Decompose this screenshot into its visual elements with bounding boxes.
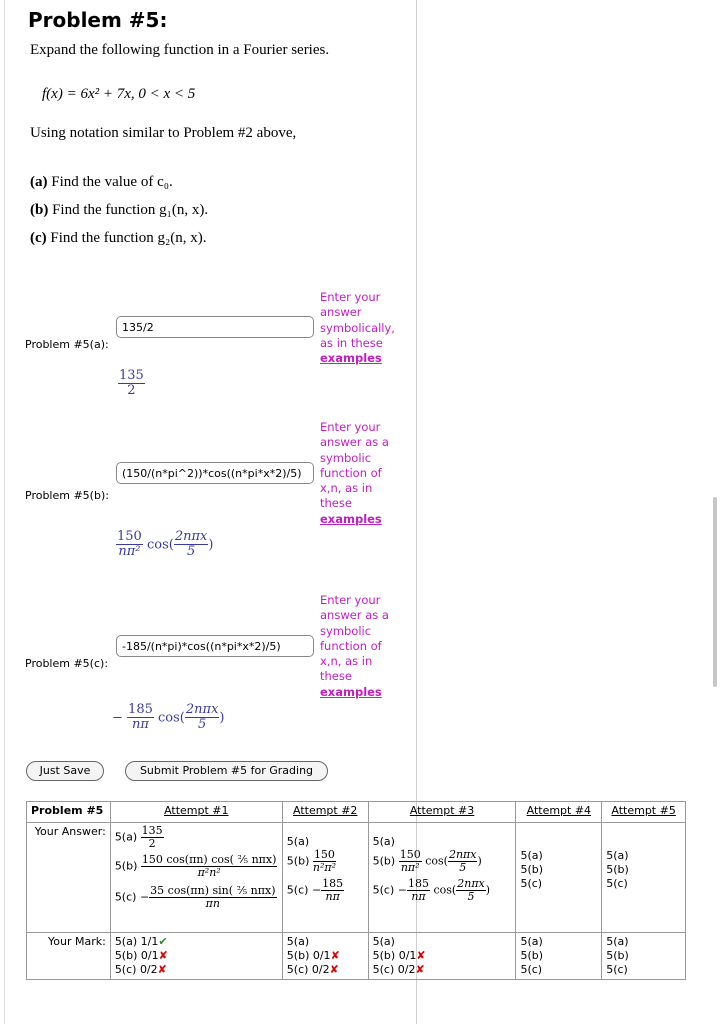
submit-button[interactable]: Submit Problem #5 for Grading (125, 761, 328, 781)
header-attempt-5: Attempt #5 (602, 802, 686, 823)
answer-c-label: Problem #5(c): (25, 657, 109, 670)
header-attempt-2: Attempt #2 (282, 802, 368, 823)
part-a: (a) Find the value of c₀. (30, 174, 173, 190)
answer-b-input[interactable]: (150/(n*pi^2))*cos((n*pi*x*2)/5) (116, 462, 314, 484)
examples-link-b[interactable]: examples (320, 511, 382, 526)
cross-icon: ✘ (330, 949, 340, 962)
just-save-button[interactable]: Just Save (26, 761, 104, 781)
cross-icon: ✘ (416, 949, 426, 962)
attempts-table (26, 801, 686, 980)
attempt-4-answers: 5(a) 5(b) 5(c) (516, 823, 602, 933)
intro-text: Expand the following function in a Fourier series. (30, 42, 330, 58)
cross-icon: ✘ (415, 963, 425, 976)
attempt-4-marks: 5(a) 5(b) 5(c) (516, 933, 602, 980)
cross-icon: ✘ (157, 963, 167, 976)
attempt-5-answers: 5(a) 5(b) 5(c) (602, 823, 686, 933)
attempt-1-answers: 5(a) $\frac{135}{2}$ 5(b) $\frac{\text{150 cos(πn) cos( ⅖ nπx)}}{\text{π²n²}}$ 5(c) − $\frac{\text{35 cos(πn) sin( ⅖ nπx)}}{\pi n}$ (110, 823, 282, 933)
cross-icon: ✘ (158, 949, 168, 962)
function-definition: f(x) = 6x² + 7x, 0 < x < 5 (42, 86, 196, 102)
your-answer-label: Your Answer: (27, 823, 111, 933)
answer-c-preview: − $\frac{185}{n\pi}$ cos( $\frac{\text{2nπx}}{5}$ ) (112, 702, 225, 733)
header-attempt-1: Attempt #1 (110, 802, 282, 823)
problem-title: Problem #5: (28, 8, 168, 32)
table-corner: Problem #5 (27, 802, 111, 823)
cross-icon: ✘ (329, 963, 339, 976)
column-divider-left (4, 0, 5, 1024)
examples-link-a[interactable]: examples (320, 351, 382, 366)
answer-a-label: Problem #5(a): (25, 338, 109, 351)
attempt-3-marks: 5(a) 5(b) 0/1✘ 5(c) 0/2✘ (368, 933, 516, 980)
answer-a-preview: $\frac{135}{2}$ (119, 368, 144, 399)
attempt-5-marks: 5(a) 5(b) 5(c) (602, 933, 686, 980)
notation-text: Using notation similar to Problem #2 above, (30, 125, 297, 141)
answer-c-input[interactable]: -185/(n*pi)*cos((n*pi*x*2)/5) (116, 635, 314, 657)
answer-b-preview: $\frac{150}{\text{nπ²}}$ cos( $\frac{\text{2nπx}}{5}$ ) (117, 529, 214, 560)
part-c: (c) Find the function g₂(n, x). (30, 230, 207, 246)
answer-a-input[interactable]: 135/2 (116, 316, 314, 338)
part-b: (b) Find the function g₁(n, x). (30, 202, 209, 218)
your-mark-label: Your Mark: (27, 933, 111, 980)
answer-b-label: Problem #5(b): (25, 489, 109, 502)
attempt-1-marks: 5(a) 1/1✔ 5(b) 0/1✘ 5(c) 0/2✘ (110, 933, 282, 980)
header-attempt-4: Attempt #4 (516, 802, 602, 823)
answer-b-hint: Enter your answer as a symbolic function of x,n, as in these examples (320, 420, 389, 526)
examples-link-c[interactable]: examples (320, 684, 382, 699)
check-icon: ✔ (158, 935, 168, 948)
attempt-2-marks: 5(a) 5(b) 0/1✘ 5(c) 0/2✘ (282, 933, 368, 980)
scrollbar-thumb[interactable] (713, 497, 717, 687)
attempt-2-answers: 5(a) 5(b) $\frac{150}{\text{n²π²}}$ 5(c) − $\frac{185}{n\pi}$ (282, 823, 368, 933)
answer-c-hint: Enter your answer as a symbolic function of x,n, as in these examples (320, 593, 389, 699)
attempt-3-answers: 5(a) 5(b) $\frac{150}{\text{nπ²}}$ cos( $\frac{\text{2nπx}}{5}$ ) 5(c) − $\frac{185}{n\pi}$ cos( $\frac{\text{2nπx}}{5}$ ) (368, 823, 516, 933)
answer-a-hint: Enter your answer symbolically, as in these examples (320, 290, 395, 366)
header-attempt-3: Attempt #3 (368, 802, 516, 823)
